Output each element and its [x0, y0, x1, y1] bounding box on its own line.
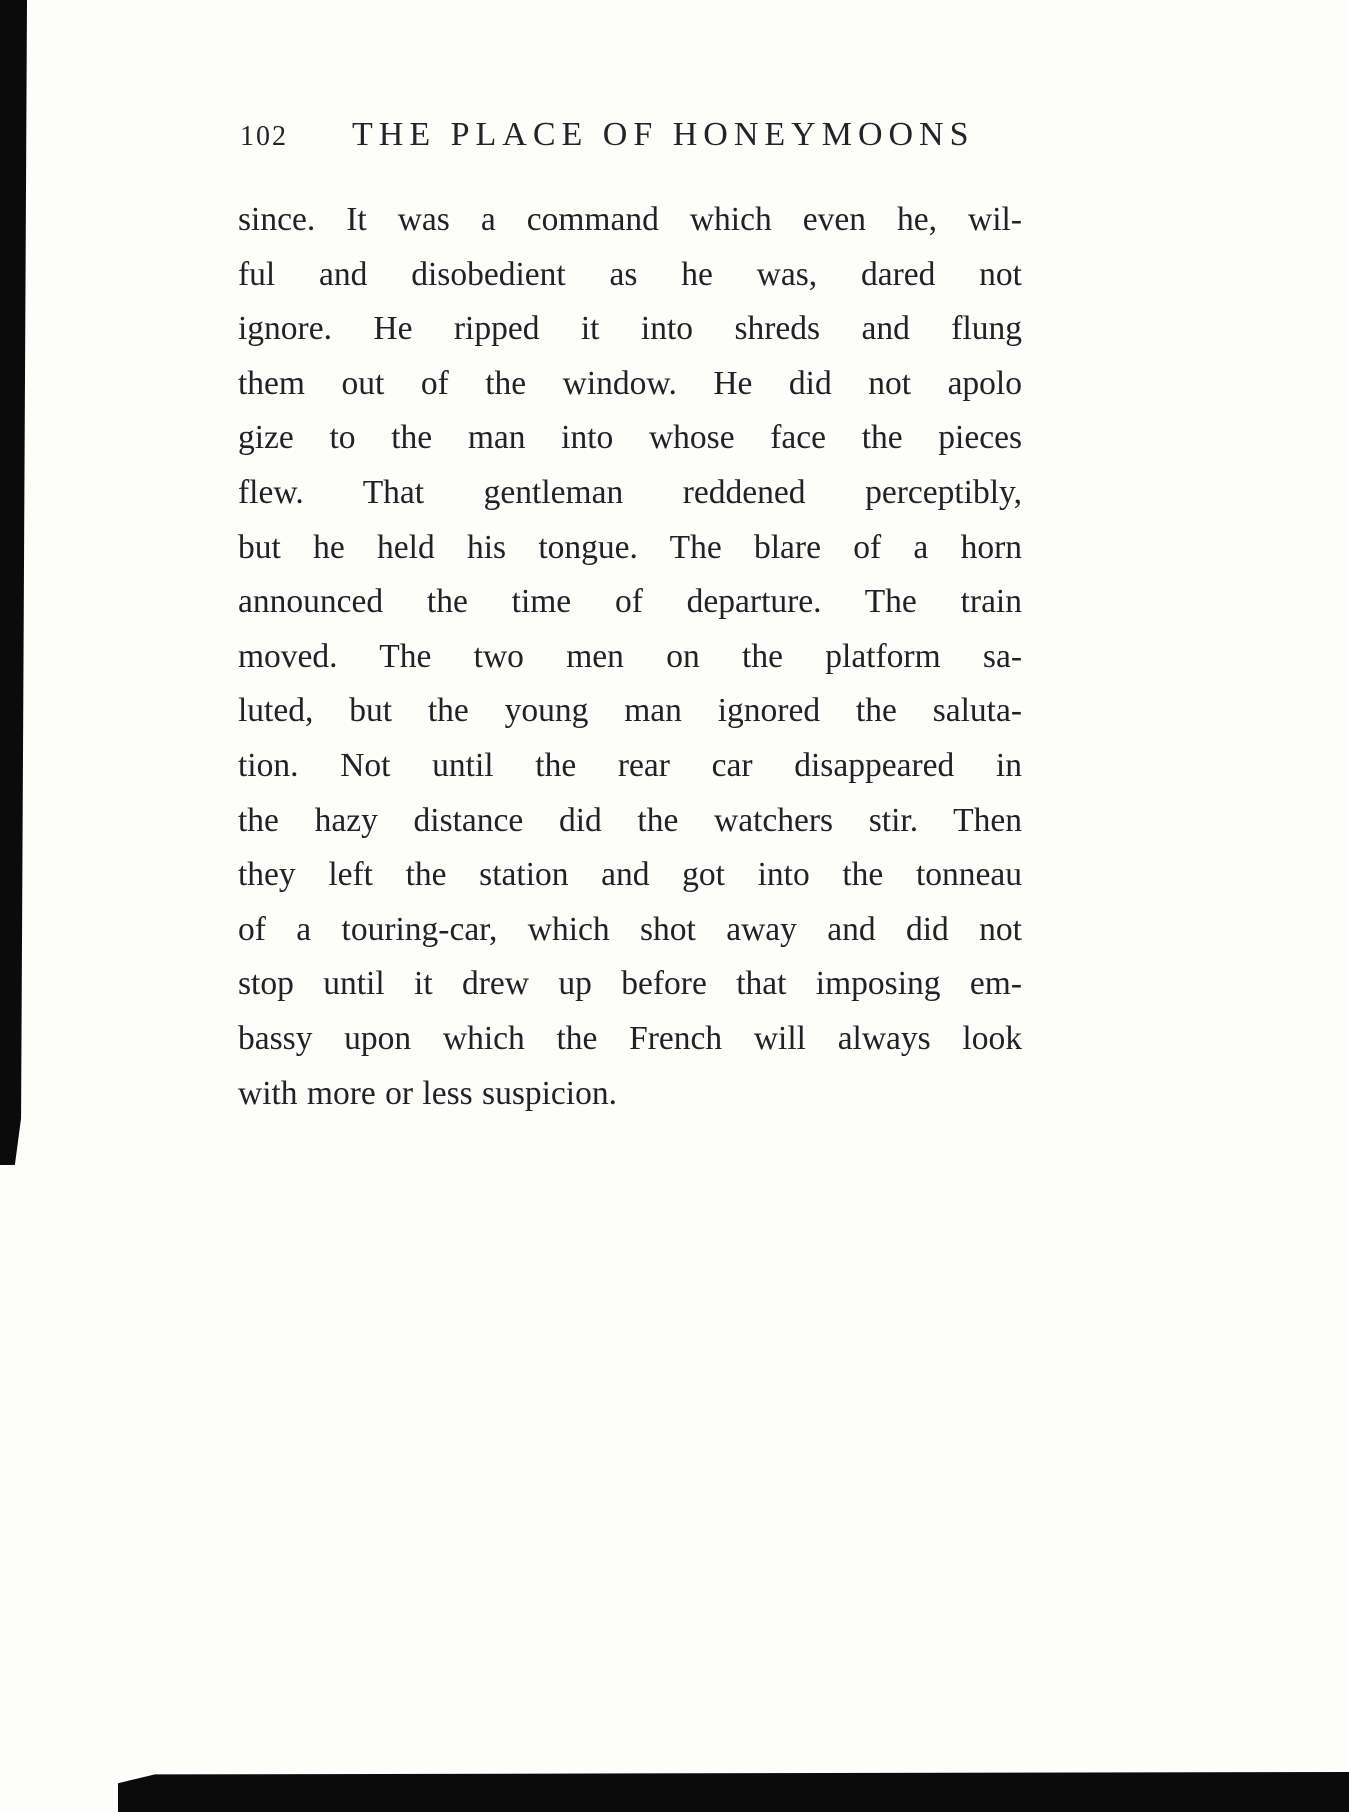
- text-line: announced the time of departure. The train: [238, 583, 1022, 621]
- text-line: bassy upon which the French will always look: [238, 1019, 1022, 1057]
- text-line: gize to the man into whose face the pieces: [238, 419, 1022, 457]
- text-line: flew. That gentleman reddened perceptibly,: [238, 473, 1022, 511]
- text-line: with more or less suspicion.: [238, 1074, 617, 1112]
- text-line: the hazy distance did the watchers stir. Then: [238, 801, 1022, 839]
- text-line: ful and disobedient as he was, dared not: [238, 255, 1022, 293]
- text-line: luted, but the young man ignored the saluta-: [238, 692, 1022, 730]
- page-number: 102: [240, 121, 288, 152]
- text-line: them out of the window. He did not apolo: [238, 364, 1022, 402]
- text-line: but he held his tongue. The blare of a horn: [238, 528, 1022, 566]
- text-line: since. It was a command which even he, wil-: [238, 201, 1022, 238]
- page-header: [240, 116, 1008, 154]
- text-line: of a touring-car, which shot away and did not: [238, 910, 1022, 948]
- text-line: moved. The two men on the platform sa-: [238, 637, 1022, 675]
- scan-edge-left: [0, 0, 27, 1165]
- running-title: THE PLACE OF HONEYMOONS: [352, 116, 975, 153]
- scan-edge-bottom: [118, 1772, 1349, 1812]
- text-line: tion. Not until the rear car disappeared in: [238, 746, 1022, 784]
- text-line: they left the station and got into the tonneau: [238, 856, 1022, 894]
- text-line: stop until it drew up before that imposing em-: [238, 965, 1022, 1003]
- text-line: ignore. He ripped it into shreds and flung: [238, 310, 1022, 348]
- body-text: [238, 193, 1022, 1121]
